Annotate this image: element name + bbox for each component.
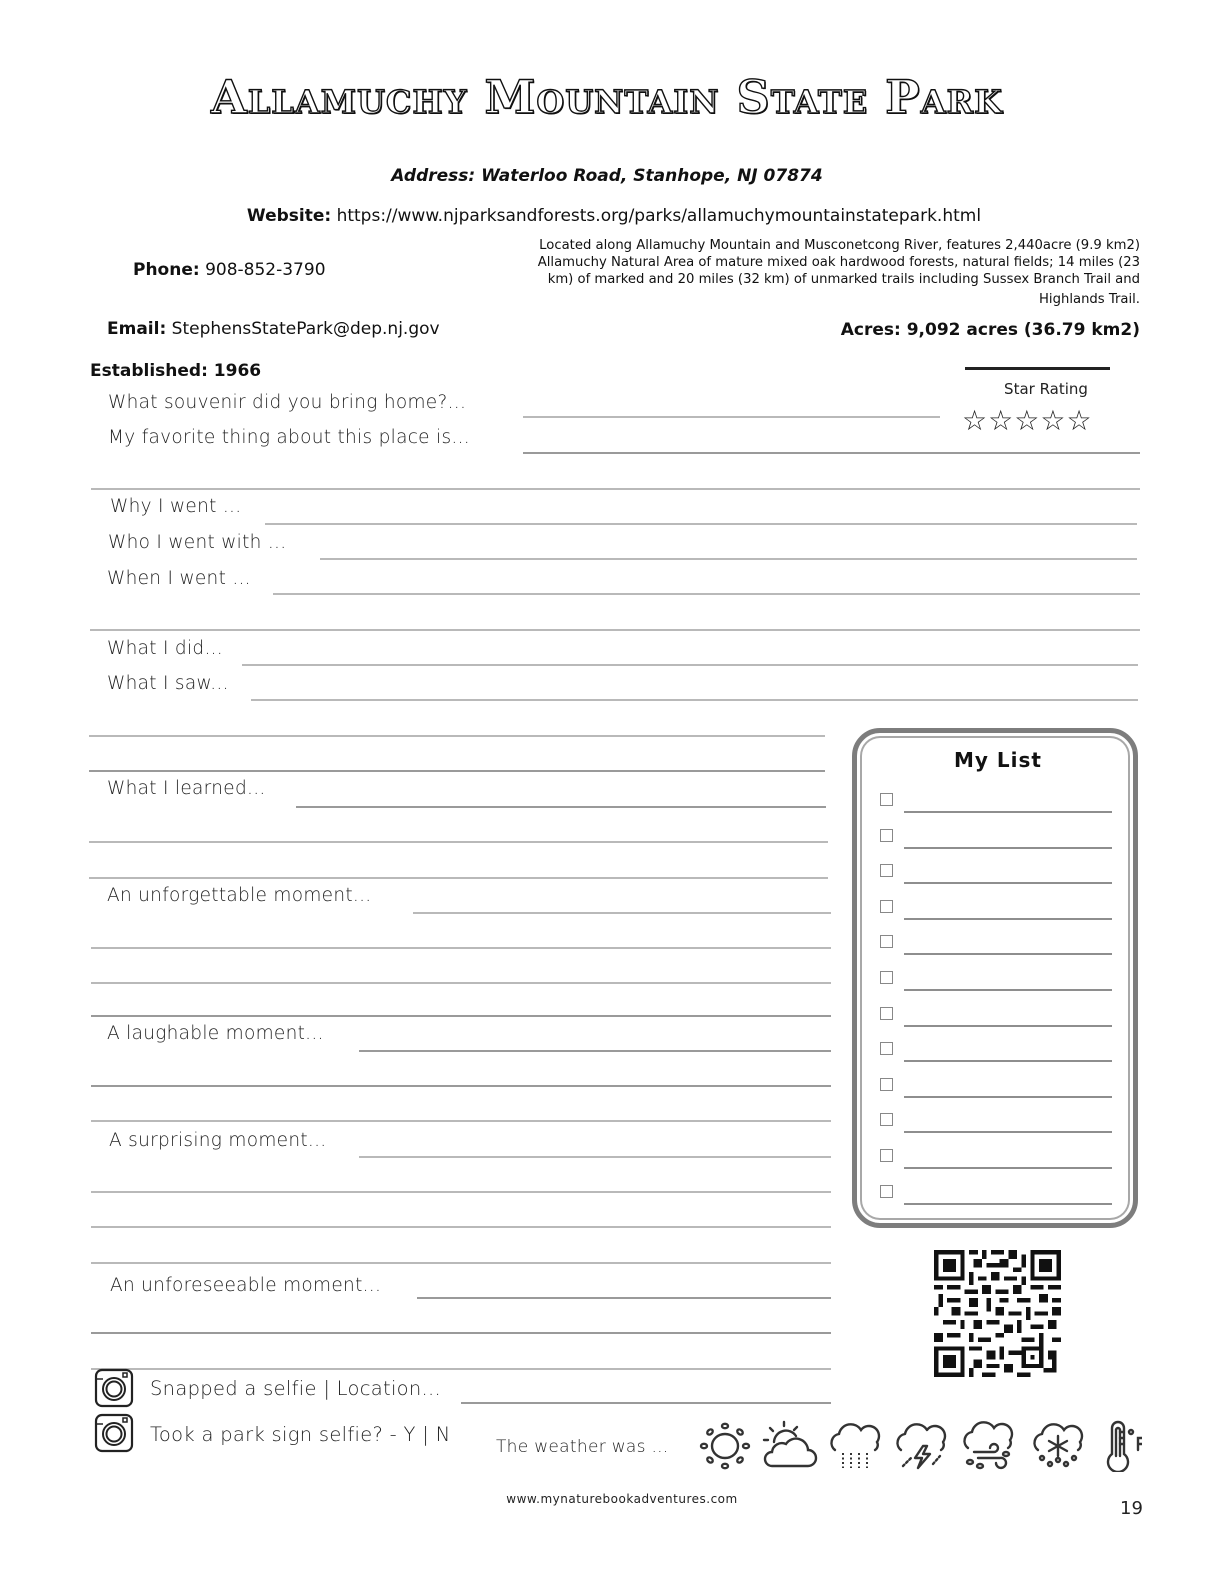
my-list-item-line[interactable] [904, 989, 1112, 991]
unforeseeable-prompt: An unforeseeable moment... [110, 1275, 382, 1296]
souvenir-answer-line[interactable] [523, 416, 940, 418]
learned-answer-line-3[interactable] [89, 877, 828, 879]
saw-answer-line-2[interactable] [89, 735, 825, 737]
unforgettable-answer-line-2[interactable] [91, 947, 831, 949]
souvenir-prompt: What souvenir did you bring home?... [108, 392, 467, 413]
my-list-item-line[interactable] [904, 918, 1112, 920]
my-list-panel [852, 728, 1138, 1228]
rain-icon[interactable] [827, 1420, 883, 1472]
my-list-item-line[interactable] [904, 1096, 1112, 1098]
partly-cloudy-icon[interactable] [762, 1420, 820, 1472]
my-list-checkbox[interactable] [880, 935, 893, 948]
star-rating-label: Star Rating [1004, 380, 1088, 398]
unforgettable-answer-line[interactable] [413, 912, 831, 914]
description-line: km) of marked and 20 miles (32 km) of unmarked trails including Sussex Branch Trail and [547, 272, 1140, 287]
why-answer-line[interactable] [265, 523, 1137, 525]
surprising-answer-line-3[interactable] [91, 1226, 831, 1228]
surprising-prompt: A surprising moment... [109, 1130, 327, 1151]
my-list-item-line[interactable] [904, 1131, 1112, 1133]
acres-label: Acres: [840, 320, 901, 340]
my-list-checkbox[interactable] [880, 793, 893, 806]
when-answer-line-2[interactable] [90, 629, 1140, 631]
why-prompt: Why I went ... [110, 496, 242, 517]
unforgettable-answer-line-4[interactable] [91, 1015, 831, 1017]
my-list-checkbox[interactable] [880, 1007, 893, 1020]
acres-row [841, 320, 1140, 340]
thunderstorm-icon[interactable] [893, 1420, 951, 1472]
my-list-checkbox[interactable] [880, 1042, 893, 1055]
description-line: Located along Allamuchy Mountain and Musconetcong River, features 2,440acre (9.9 km2) [539, 238, 1140, 253]
laughable-answer-line-3[interactable] [91, 1120, 831, 1122]
unforeseeable-answer-line-2[interactable] [91, 1332, 831, 1334]
my-list-item-line[interactable] [904, 1167, 1112, 1169]
selfie-prompt: Snapped a selfie | Location... [150, 1377, 442, 1400]
learned-answer-line[interactable] [296, 806, 826, 808]
email-value[interactable]: StephensStatePark@dep.nj.gov [171, 319, 440, 339]
my-list-title: My List [954, 748, 1042, 772]
my-list-item-line[interactable] [904, 1203, 1112, 1205]
learned-answer-line-2[interactable] [89, 841, 828, 843]
favorite-answer-line[interactable] [523, 452, 1140, 454]
when-prompt: When I went ... [107, 568, 251, 589]
did-prompt: What I did... [107, 638, 223, 659]
my-list-item-line[interactable] [904, 1025, 1112, 1027]
star-rating-rule [965, 367, 1110, 370]
page-title: Allamuchy Mountain State Park [211, 70, 1003, 124]
unforeseeable-answer-line-3[interactable] [91, 1368, 831, 1370]
page-number: 19 [1120, 1498, 1143, 1519]
star-icon[interactable]: ☆ [1014, 404, 1041, 437]
established-value: 1966 [213, 361, 262, 381]
star-icon[interactable]: ☆ [988, 404, 1015, 437]
park-sign-selfie-prompt[interactable]: Took a park sign selfie? - Y | N [150, 1423, 451, 1446]
surprising-answer-line-2[interactable] [91, 1191, 831, 1193]
weather-prompt: The weather was ... [496, 1437, 669, 1457]
my-list-checkbox[interactable] [880, 864, 893, 877]
star-icon[interactable]: ☆ [1066, 404, 1093, 437]
email-row [107, 319, 440, 339]
phone-label: Phone: [133, 260, 200, 280]
my-list-checkbox[interactable] [880, 900, 893, 913]
camera-icon [94, 1368, 134, 1408]
park-description [430, 236, 1140, 310]
did-answer-line[interactable] [242, 664, 1138, 666]
laughable-answer-line-2[interactable] [91, 1085, 831, 1087]
who-prompt: Who I went with ... [108, 532, 287, 553]
established-row [90, 361, 261, 381]
description-line: Allamuchy Natural Area of mature mixed oak hardwood forests, natural fields; 14 miles (23 [537, 255, 1140, 270]
my-list-checkbox[interactable] [880, 1078, 893, 1091]
camera-icon [94, 1413, 134, 1453]
windy-icon[interactable] [960, 1420, 1020, 1472]
snow-icon[interactable] [1030, 1420, 1088, 1472]
description-line: Highlands Trail. [1039, 292, 1140, 307]
thermometer-fahrenheit-icon[interactable] [1100, 1420, 1142, 1472]
my-list-item-line[interactable] [904, 847, 1112, 849]
qr-code[interactable] [934, 1250, 1061, 1377]
when-answer-line[interactable] [273, 593, 1140, 595]
unforgettable-prompt: An unforgettable moment... [107, 885, 372, 906]
my-list-checkbox[interactable] [880, 829, 893, 842]
star-rating-stars[interactable] [962, 404, 1093, 437]
selfie-location-line[interactable] [461, 1402, 831, 1404]
laughable-prompt: A laughable moment... [107, 1023, 324, 1044]
star-icon[interactable]: ☆ [962, 404, 989, 437]
my-list-checkbox[interactable] [880, 1149, 893, 1162]
favorite-answer-line-2[interactable] [91, 488, 1140, 490]
footer-url[interactable]: www.mynaturebookadventures.com [506, 1492, 738, 1506]
surprising-answer-line-4[interactable] [91, 1262, 831, 1264]
my-list-item-line[interactable] [904, 882, 1112, 884]
saw-answer-line[interactable] [251, 699, 1138, 701]
learned-prompt: What I learned... [107, 778, 266, 799]
my-list-item-line[interactable] [904, 953, 1112, 955]
website-link[interactable]: https://www.njparksandforests.org/parks/allamuchymountainstatepark.html [336, 206, 982, 226]
unforgettable-answer-line-3[interactable] [91, 982, 831, 984]
laughable-answer-line[interactable] [359, 1050, 831, 1052]
my-list-checkbox[interactable] [880, 1185, 893, 1198]
phone-row [133, 260, 326, 280]
surprising-answer-line[interactable] [359, 1156, 831, 1158]
acres-value: 9,092 acres (36.79 km2) [906, 320, 1140, 340]
saw-answer-line-3[interactable] [89, 770, 825, 772]
my-list-checkbox[interactable] [880, 1113, 893, 1126]
star-icon[interactable]: ☆ [1040, 404, 1067, 437]
established-label: Established: [90, 361, 208, 381]
my-list-item-line[interactable] [904, 1060, 1112, 1062]
phone-value: 908-852-3790 [205, 260, 326, 280]
my-list-checkbox[interactable] [880, 971, 893, 984]
unforeseeable-answer-line[interactable] [417, 1297, 831, 1299]
website-row [0, 206, 1214, 226]
website-label: Website: [246, 206, 332, 226]
favorite-prompt: My favorite thing about this place is... [108, 427, 470, 448]
park-address: Address: Waterloo Road, Stanhope, NJ 07874 [391, 166, 823, 186]
sun-icon[interactable] [697, 1420, 753, 1472]
saw-prompt: What I saw... [107, 673, 229, 694]
email-label: Email: [107, 319, 167, 339]
who-answer-line[interactable] [320, 558, 1137, 560]
my-list-item-line[interactable] [904, 811, 1112, 813]
